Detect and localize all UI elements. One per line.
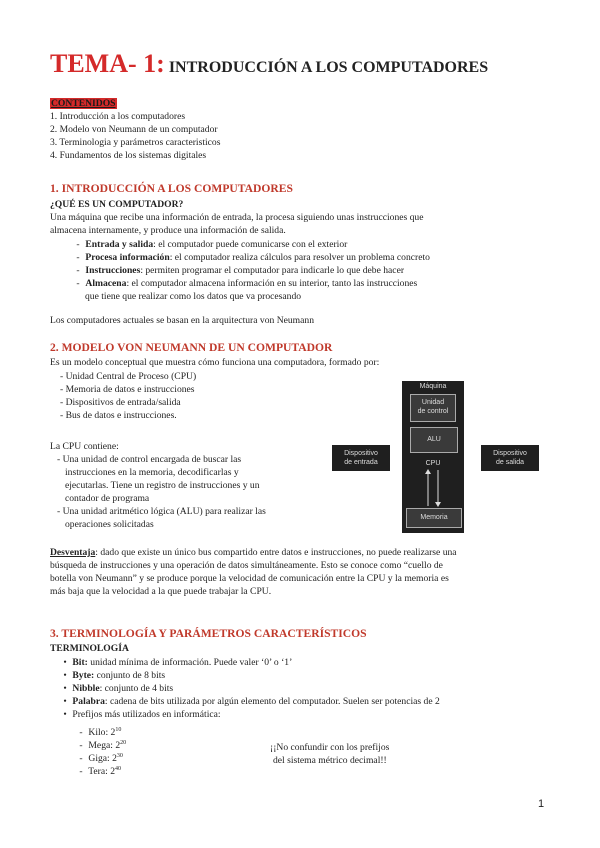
prefix-list	[76, 726, 126, 778]
cpu-list	[57, 453, 266, 531]
prefix-item: - Mega: $2^{20}$	[79, 740, 127, 751]
prefix-name: Giga: 2	[88, 753, 117, 764]
list-text: conjunto de 8 bits	[94, 670, 166, 681]
list-term: Bit:	[72, 657, 88, 668]
machine-label: Máquina	[419, 383, 447, 390]
list-text: : conjunto de 4 bits	[99, 683, 174, 694]
section1-question: ¿QUÉ ES UN COMPUTADOR?	[50, 199, 184, 210]
list-text-continuation: que tiene que realizar como los datos que va procesando	[85, 291, 302, 302]
terminology-list	[60, 656, 440, 721]
title-tema: TEMA- 1:	[50, 49, 165, 78]
contents-item: 3. Terminologia y parámetros caracteristicos	[50, 137, 221, 148]
list-text: : cadena de bits utilizada por algún elemento del computador. Suelen ser potencias de 2	[104, 696, 440, 707]
list-item: • Byte: conjunto de 8 bits	[63, 670, 166, 681]
prefix-item: - Kilo: $2^{10}$	[79, 727, 122, 738]
prefix-exponent: 40	[115, 766, 121, 772]
contents-heading: CONTENIDOS	[51, 98, 116, 109]
prefix-name: Tera: 2	[88, 766, 115, 777]
drawback-line: búsqueda de instrucciones y una operación de datos simultáneamente. Esto se conoce como “cuello de	[50, 560, 443, 571]
output-device-label: de salida	[495, 459, 525, 466]
contents-item: 2. Modelo von Neumann de un computador	[50, 124, 218, 135]
alu-box: ALU	[410, 427, 458, 453]
list-item: • Nibble: conjunto de 4 bits	[63, 683, 174, 694]
list-text: Prefijos más utilizados en informática:	[72, 709, 221, 720]
prefix-exponent: 20	[120, 740, 127, 746]
list-text: : el computador almacena información en su interior, tanto las instrucciones	[126, 278, 418, 289]
list-item: • Prefijos más utilizados en informática:	[63, 709, 221, 720]
terminology-heading: TERMINOLOGÍA	[50, 643, 129, 654]
section1-closing: Los computadores actuales se basan en la arquitectura von Neumann	[50, 315, 314, 326]
list-item: • Bit: unidad mínima de información. Puede valer ‘0’ o ‘1’	[63, 657, 293, 668]
section2-heading: 2. MODELO VON NEUMANN DE UN COMPUTADOR	[50, 341, 333, 354]
list-text: : el computador realiza cálculos para resolver un problema concreto	[169, 252, 430, 263]
prefix-name: Mega: 2	[88, 740, 121, 751]
prefix-exponent: 30	[116, 753, 123, 759]
prefix-item: - Tera: $2^{40}$	[79, 766, 121, 777]
section3-heading: 3. TERMINOLOGÍA Y PARÁMETROS CARACTERÍSTICOS	[50, 627, 367, 640]
prefix-name: Kilo: 2	[88, 727, 116, 738]
list-term: Entrada y salida	[85, 239, 154, 250]
input-device-label: Dispositivo	[344, 450, 378, 457]
section2-intro: Es un modelo conceptual que muestra cómo funciona una computadora, formado por:	[50, 357, 380, 368]
list-item-cont: ejecutarlas. Tiene un registro de instrucciones y un	[65, 480, 260, 491]
prefix-note	[270, 741, 389, 767]
control-unit-box	[410, 394, 456, 422]
drawback-term: Desventaja	[50, 547, 96, 558]
drawback-line: : dado que existe un único bus compartido entre datos e instrucciones, no puede realizarse una	[95, 547, 457, 558]
list-item: - Procesa información: el computador realiza cálculos para resolver un problema concreto	[76, 252, 430, 263]
control-unit-label: de control	[417, 408, 449, 415]
list-item: - Una unidad aritmético lógica (ALU) para realizar las	[57, 506, 266, 517]
list-text: : el computador puede comunicarse con el exterior	[153, 239, 348, 250]
list-term: Almacena	[85, 278, 127, 289]
note-line: del sistema métrico decimal!!	[273, 755, 387, 766]
contents-item: 4. Fundamentos de los sistemas digitales	[50, 150, 207, 161]
list-item: - Entrada y salida: el computador puede comunicarse con el exterior	[76, 239, 348, 250]
drawback-line: botella von Neumann” y se produce porque la velocidad de comunicación entre la CPU y la memoria es	[50, 573, 449, 584]
list-item: • Palabra: cadena de bits utilizada por algún elemento del computador. Suelen ser potencias de 2	[63, 696, 440, 707]
note-line: ¡¡No confundir con los prefijos	[270, 742, 390, 753]
input-device-label: de entrada	[344, 459, 378, 466]
drawback-paragraph	[50, 546, 457, 598]
control-unit-label: Unidad	[421, 399, 445, 406]
drawback-line: más baja que la velocidad a la que puede trabajar la CPU.	[50, 586, 272, 597]
bus-arrows	[402, 468, 464, 508]
list-item: - Instrucciones: permiten programar el computador para indicarle lo que debe hacer	[76, 265, 405, 276]
page-number: 1	[538, 798, 545, 810]
input-device-box	[332, 445, 390, 471]
section1-heading: 1. INTRODUCCIÓN A LOS COMPUTADORES	[50, 182, 293, 195]
cpu-intro: La CPU contiene:	[50, 441, 119, 452]
output-device-label: Dispositivo	[493, 450, 527, 457]
list-item: - Unidad Central de Proceso (CPU)	[60, 371, 197, 382]
contents-item: 1. Introducción a los computadores	[50, 111, 186, 122]
list-term: Palabra	[72, 696, 105, 707]
list-item-cont: contador de programa	[65, 493, 150, 504]
list-item: - Dispositivos de entrada/salida	[60, 397, 181, 408]
list-item: - Bus de datos e instrucciones.	[60, 410, 177, 421]
page-title	[50, 50, 488, 78]
list-item-cont: instrucciones en la memoria, decodificarlas y	[65, 467, 239, 478]
list-item: - Una unidad de control encargada de buscar las	[57, 454, 242, 465]
paragraph-line: Una máquina que recibe una información de entrada, la procesa siguiendo unas instrucciones que	[50, 212, 424, 223]
list-term: Instrucciones	[85, 265, 141, 276]
paragraph-line: almacena internamente, y produce una información de salida.	[50, 225, 286, 236]
list-term: Nibble	[72, 683, 100, 694]
list-item: - Almacena: el computador almacena información en su interior, tanto las instrucciones	[76, 278, 418, 289]
list-term: Procesa información	[85, 252, 170, 263]
prefix-exponent: 10	[115, 727, 122, 733]
memory-box: Memoria	[406, 508, 462, 528]
section1-paragraph	[50, 211, 424, 237]
section2-parts	[60, 370, 196, 422]
list-item-cont: operaciones solicitadas	[65, 519, 154, 530]
title-rest: INTRODUCCIÓN A LOS COMPUTADORES	[168, 59, 489, 76]
contents-block	[50, 97, 220, 162]
section1-list	[73, 238, 430, 303]
cpu-label: CPU	[425, 460, 441, 467]
prefix-item: - Giga: $2^{30}$	[79, 753, 123, 764]
list-text: : permiten programar el computador para indicarle lo que debe hacer	[140, 265, 405, 276]
list-text: unidad mínima de información. Puede valer ‘0’ o ‘1’	[87, 657, 293, 668]
output-device-box	[481, 445, 539, 471]
list-item: - Memoria de datos e instrucciones	[60, 384, 195, 395]
list-term: Byte:	[72, 670, 95, 681]
